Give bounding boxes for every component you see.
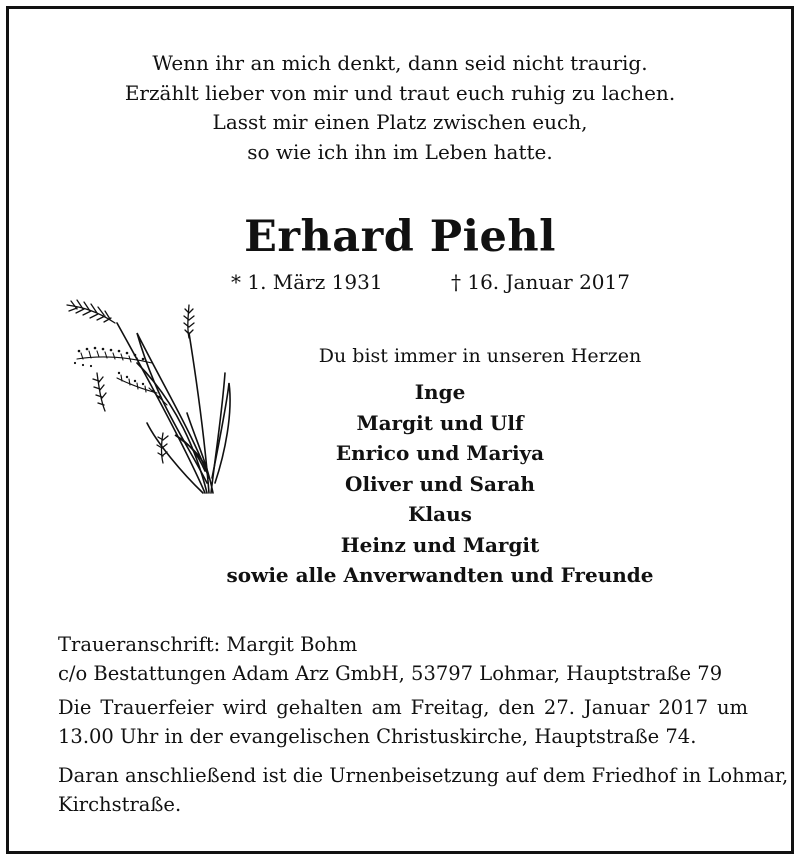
mourner-name: sowie alle Anverwandten und Freunde (226, 563, 654, 587)
death-date: † 16. Januar 2017 (451, 270, 630, 294)
mourner-name: Margit und Ulf (356, 410, 524, 435)
poem-line: Wenn ihr an mich denkt, dann seid nicht traurig. (152, 51, 648, 75)
deceased-name: Erhard Piehl (244, 212, 556, 262)
tagline: Du bist immer in unseren Herzen (318, 345, 642, 367)
birth-date: * 1. März 1931 (231, 270, 383, 294)
mourner-name: Enrico und Mariya (335, 441, 545, 465)
burial-line: Kirchstraße. (58, 793, 182, 816)
mourner-name: Klaus (408, 502, 472, 526)
burial-details (58, 761, 789, 819)
ceremony-line: 13.00 Uhr in der evangelischen Christuskirche, Hauptstraße 74. (58, 725, 697, 748)
mourning-address (58, 630, 748, 688)
mourners-list (89, 377, 791, 591)
mourner-name: Heinz und Margit (340, 532, 540, 557)
burial-line: Daran anschließend ist die Urnenbeisetzung auf dem Friedhof in Lohmar, (58, 764, 789, 787)
poem-line: Lasst mir einen Platz zwischen euch, (212, 110, 588, 134)
poem-line: so wie ich ihn im Leben hatte. (247, 139, 553, 164)
address-line: Traueranschrift: Margit Bohm (58, 633, 358, 656)
ceremony-line: Die Trauerfeier wird gehalten am Freitag, den 27. Januar 2017 um (58, 696, 748, 719)
ceremony-details (58, 693, 748, 751)
poem-line: Erzählt lieber von mir und traut euch ruhig zu lachen. (124, 80, 676, 105)
mourner-name: Oliver und Sarah (345, 471, 535, 496)
address-line: c/o Bestattungen Adam Arz GmbH, 53797 Lohmar, Hauptstraße 79 (58, 662, 723, 685)
obituary-notice (6, 6, 794, 854)
memorial-poem (9, 49, 791, 167)
mourner-name: Inge (414, 380, 466, 404)
